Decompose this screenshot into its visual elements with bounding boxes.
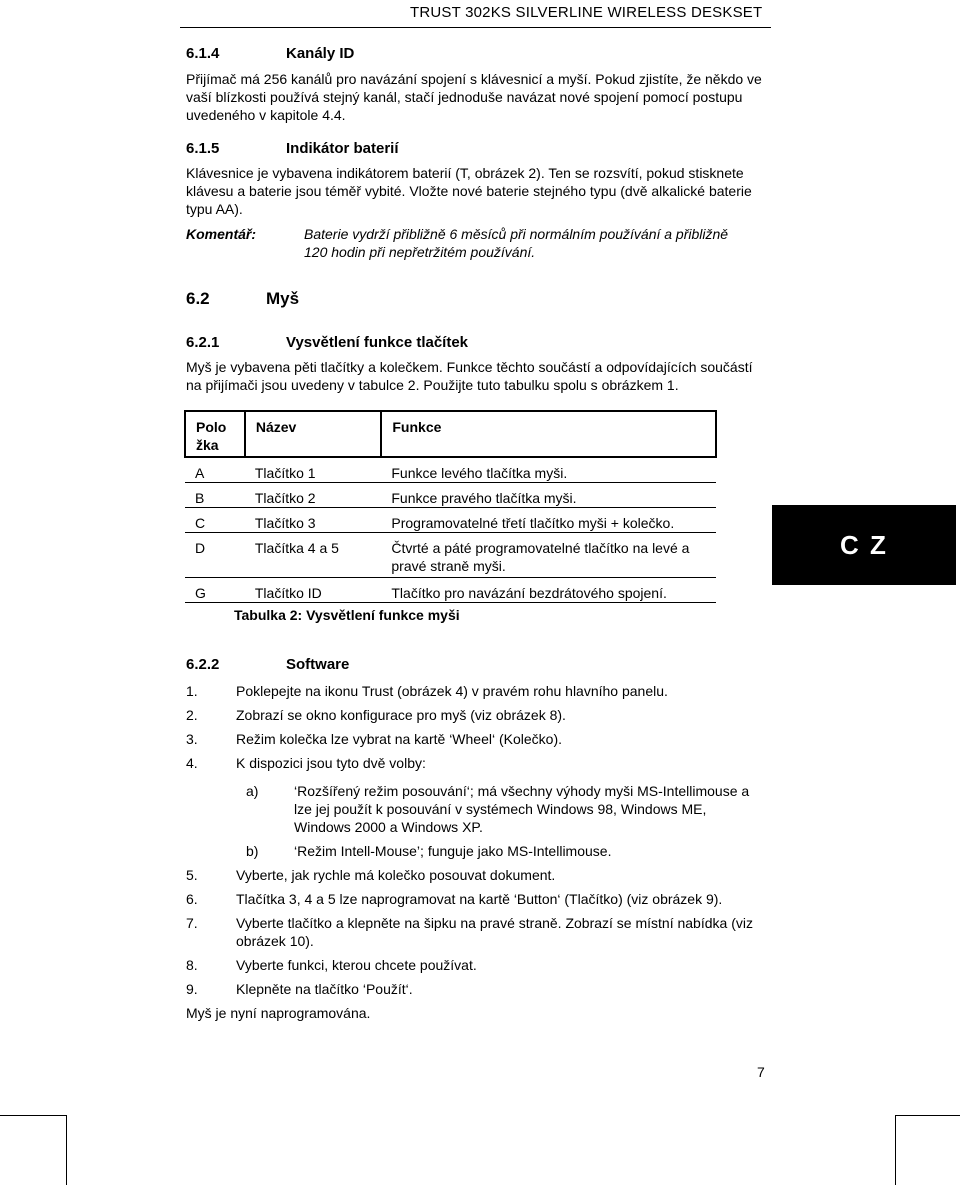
crop-mark-bottom-right	[895, 1115, 960, 1185]
heading-text: Software	[286, 656, 350, 673]
table-cell: Tlačítko 1	[245, 457, 382, 483]
table-cell: Tlačítko pro navázání bezdrátového spojení.	[381, 578, 716, 603]
table-cell: A	[185, 457, 245, 483]
list-text: ‘Rozšířený režim posouvání‘; má všechny výhody myši MS-Intellimouse a lze jej použít k posouvání v systémech Windows 98, Windows ME, Windows 2000 a Windows XP.	[294, 783, 750, 835]
table-caption: Tabulka 2: Vysvětlení funkce myši	[234, 607, 460, 623]
list-number: 9.	[186, 981, 198, 997]
heading-text: Indikátor baterií	[286, 140, 399, 157]
list-number: 5.	[186, 867, 198, 883]
table-cell: Čtvrté a páté programovatelné tlačítko na levé a pravé straně myši.	[381, 533, 716, 578]
list-item	[186, 866, 766, 884]
table-cell: Funkce levého tlačítka myši.	[381, 457, 716, 483]
list-text: Vyberte funkci, kterou chcete používat.	[236, 957, 477, 973]
list-number: a)	[246, 783, 259, 799]
list-item	[186, 706, 766, 724]
list-text: Režim kolečka lze vybrat na kartě ‘Wheel‘ (Kolečko).	[236, 731, 563, 747]
list-number: b)	[246, 843, 259, 859]
list-number: 1.	[186, 683, 198, 699]
closing-text: Myš je nyní naprogramována.	[186, 1005, 371, 1021]
heading-number: 6.2.2	[186, 656, 220, 673]
header-rule	[180, 27, 771, 28]
table-row	[185, 533, 716, 578]
heading-number: 6.2.1	[186, 334, 220, 351]
page-number: 7	[757, 1064, 765, 1080]
table-cell: Tlačítko ID	[245, 578, 382, 603]
table-cell: G	[185, 578, 245, 603]
table-header-name: Název	[245, 411, 382, 457]
heading-6-1-4	[186, 45, 686, 65]
table-row	[185, 578, 716, 603]
list-text: Tlačítka 3, 4 a 5 lze naprogramovat na kartě ‘Button‘ (Tlačítko) (viz obrázek 9).	[236, 891, 723, 907]
list-number: 6.	[186, 891, 198, 907]
table-header-item: Polo žka	[185, 411, 245, 457]
table-cell: Programovatelné třetí tlačítko myši + kolečko.	[381, 508, 716, 533]
list-item	[186, 914, 766, 950]
crop-mark-bottom-left	[0, 1115, 67, 1185]
list-item	[186, 730, 766, 748]
comment-label: Komentář:	[186, 226, 257, 242]
list-number: 3.	[186, 731, 198, 747]
paragraph-battery	[186, 164, 766, 218]
table-cell: Tlačítko 2	[245, 483, 382, 508]
software-steps-list	[186, 682, 766, 1022]
heading-6-2-1	[186, 334, 686, 354]
table-row	[185, 483, 716, 508]
heading-number: 6.1.4	[186, 45, 220, 62]
table-cell: C	[185, 508, 245, 533]
heading-text: Kanály ID	[286, 45, 355, 62]
language-badge: C Z	[772, 505, 956, 585]
table-cell: Tlačítko 3	[245, 508, 382, 533]
table-row	[185, 508, 716, 533]
table-cell: B	[185, 483, 245, 508]
list-number: 8.	[186, 957, 198, 973]
list-number: 7.	[186, 915, 198, 931]
list-item	[186, 956, 766, 974]
paragraph-text: Přijímač má 256 kanálů pro navázání spojení s klávesnicí a myší. Pokud zjistíte, že někdo ve vaší blízkosti používá stejný kanál, stačí jednoduše navázat nové spojení pomocí postupu uvedeného v kapitole 4.4.	[186, 71, 762, 123]
sub-list-item	[246, 842, 766, 860]
sub-list-item	[246, 782, 766, 836]
table-header-function: Funkce	[381, 411, 716, 457]
list-number: 2.	[186, 707, 198, 723]
running-header: TRUST 302KS SILVERLINE WIRELESS DESKSET	[410, 4, 763, 21]
comment-text: Baterie vydrží přibližně 6 měsíců při normálním používání a přibližně 120 hodin při nepřetržitém používání.	[304, 226, 729, 260]
list-item	[186, 754, 766, 772]
heading-6-2	[186, 290, 686, 312]
list-text: Klepněte na tlačítko ‘Použít‘.	[236, 981, 413, 997]
paragraph-text: Myš je vybavena pěti tlačítky a kolečkem. Funkce těchto součástí a odpovídajících součástí na přijímači jsou uvedeny v tabulce 2. Použijte tuto tabulku spolu s obrázkem 1.	[186, 359, 753, 393]
list-text: ‘Režim Intell-Mouse’; funguje jako MS-Intellimouse.	[294, 843, 612, 859]
list-text: Poklepejte na ikonu Trust (obrázek 4) v pravém rohu hlavního panelu.	[236, 683, 668, 699]
heading-number: 6.1.5	[186, 140, 220, 157]
list-item	[186, 980, 766, 998]
heading-number: 6.2	[186, 289, 210, 308]
list-item	[186, 682, 766, 700]
heading-6-1-5	[186, 140, 686, 160]
paragraph-text: Klávesnice je vybavena indikátorem baterií (T, obrázek 2). Ten se rozsvítí, pokud stisknete klávesu a baterie jsou téměř vybité. Vložte nové baterie stejného typu (dvě alkalické baterie typu AA).	[186, 165, 752, 217]
table-cell: Tlačítka 4 a 5	[245, 533, 382, 578]
list-number: 4.	[186, 755, 198, 771]
heading-6-2-2	[186, 656, 686, 676]
heading-text: Myš	[266, 289, 300, 308]
paragraph-channels	[186, 70, 766, 124]
table-cell: Funkce pravého tlačítka myši.	[381, 483, 716, 508]
list-item	[186, 890, 766, 908]
list-text: Vyberte, jak rychle má kolečko posouvat dokument.	[236, 867, 556, 883]
table-cell: D	[185, 533, 245, 578]
list-text: Vyberte tlačítko a klepněte na šipku na pravé straně. Zobrazí se místní nabídka (viz obrázek 10).	[236, 915, 753, 949]
heading-text: Vysvětlení funkce tlačítek	[286, 334, 469, 351]
table-header-row	[185, 411, 716, 457]
paragraph-buttons	[186, 358, 766, 394]
list-text: Zobrazí se okno konfigurace pro myš (viz obrázek 8).	[236, 707, 566, 723]
function-table	[184, 410, 717, 603]
table-row	[185, 457, 716, 483]
list-text: K dispozici jsou tyto dvě volby:	[236, 755, 426, 771]
